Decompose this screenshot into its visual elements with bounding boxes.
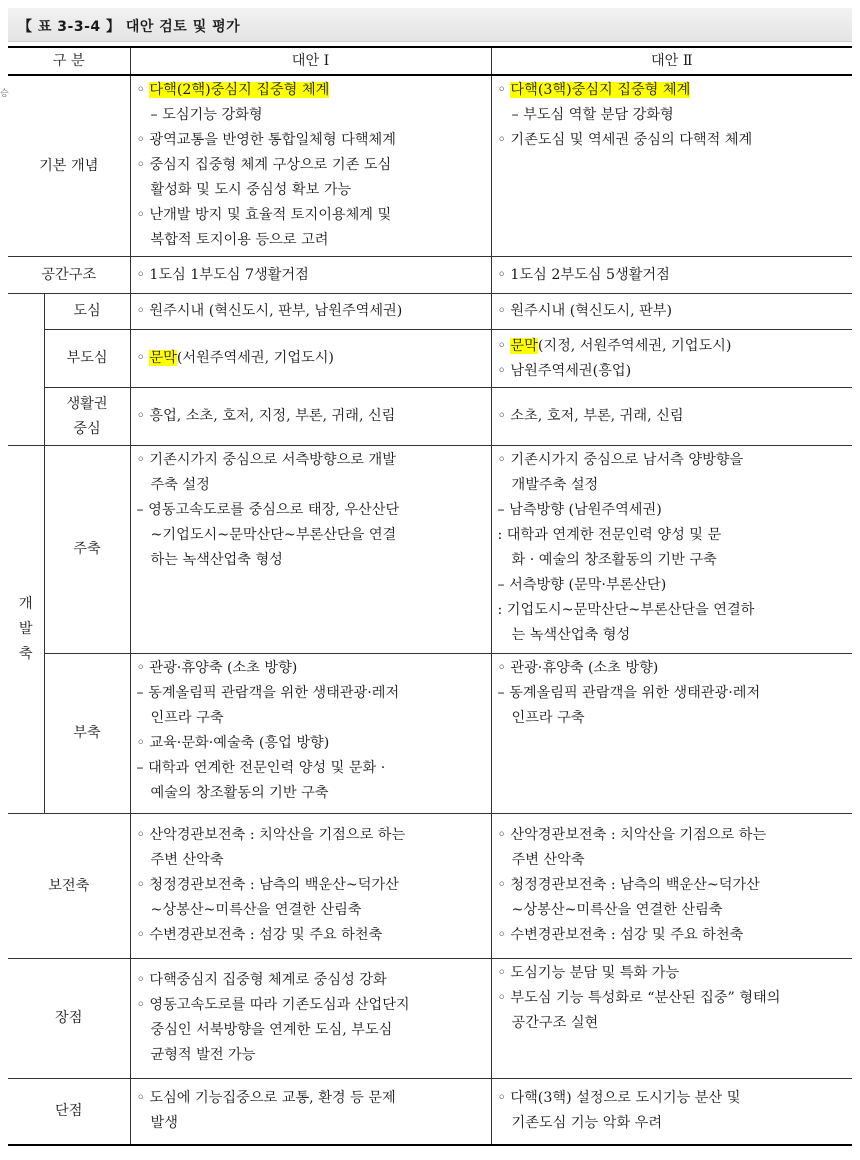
- cell-living-alt2: ◦ 소초, 호저, 부론, 귀래, 신림: [491, 388, 852, 446]
- row-conservation: [8, 814, 852, 959]
- row-label-dev-axis: 개 발 축: [8, 446, 44, 814]
- row-label-space: 공간구조: [8, 257, 130, 294]
- row-living-center: [8, 388, 852, 446]
- cell-subcenter-alt1: ◦ 문막(서원주역세권, 기업도시): [130, 330, 491, 388]
- cell-main-alt1: ◦ 기존시가지 중심으로 서측방향으로 개발 주축 설정 – 영동고속도로를 중심으로 태장, 우산산단 ~기업도시~문막산단~부론산단을 연결 하는 녹색산업축 형성: [130, 446, 491, 654]
- evaluation-table: [8, 46, 852, 1146]
- header-alt1: 대안 Ⅰ: [130, 47, 491, 75]
- row-basic-concept: [8, 75, 852, 257]
- cell-pros-alt1: ◦ 다핵중심지 집중형 체계로 중심성 강화 ◦ 영동고속도로를 따라 기존도심과 산업단지 중심인 서북방향을 연계한 도심, 부도심 균형적 발전 가능: [130, 959, 491, 1079]
- header-alt2: 대안 Ⅱ: [491, 47, 852, 75]
- cell-cons-alt1: ◦ 도심에 기능집중으로 교통, 환경 등 문제 발생: [130, 1079, 491, 1145]
- highlight-text: 다핵(2핵)중심지 집중형 체계: [149, 82, 330, 98]
- spacer-cell: [8, 294, 44, 446]
- cell-space-alt1: ◦ 1도심 1부도심 7생활거점: [130, 257, 491, 294]
- row-label-secondary-axis: 부축: [44, 654, 130, 814]
- cell-basic-alt2: ◦ 다핵(3핵)중심지 집중형 체계 – 부도심 역할 분담 강화형 ◦ 기존도심 및 역세권 중심의 다핵적 체계: [491, 75, 852, 257]
- row-subcenter: [8, 330, 852, 388]
- cell-space-alt2: ◦ 1도심 2부도심 5생활거점: [491, 257, 852, 294]
- cell-cons-alt2: ◦ 다핵(3핵) 설정으로 도시기능 분산 및 기존도심 기능 악화 우려: [491, 1079, 852, 1145]
- row-label-conserve: 보전축: [8, 814, 130, 959]
- cell-subcenter-alt2: ◦ 문막(지정, 서원주역세권, 기업도시) ◦ 남원주역세권(흥업): [491, 330, 852, 388]
- row-dev-main: [8, 446, 852, 654]
- cell-downtown-alt1: ◦ 원주시내 (혁신도시, 판부, 남원주역세권): [130, 294, 491, 330]
- cell-secondary-alt2: ◦ 관광·휴양축 (소초 방향) – 동계올림픽 관람객을 위한 생태관광·레저 인프라 구축: [491, 654, 852, 814]
- header-category: 구 분: [8, 47, 130, 75]
- cell-living-alt1: ◦ 흥업, 소초, 호저, 지정, 부론, 귀래, 신림: [130, 388, 491, 446]
- highlight-text: 다핵(3핵)중심지 집중형 체계: [510, 82, 691, 98]
- row-label-living: 생활권 중심: [44, 388, 130, 446]
- table-caption-bar: [8, 8, 852, 42]
- row-pros: [8, 959, 852, 1079]
- cell-basic-alt1: ◦ 다핵(2핵)중심지 집중형 체계 – 도심기능 강화형 ◦ 광역교통을 반영한 통합일체형 다핵체계 ◦ 중심지 집중형 체계 구상으로 기존 도심 활성화 및 도시 중심성 확보 가능 ◦ 난개발 방지 및 효율적 토지이용체계 및 복합적 토지이용 등으로 고려: [130, 75, 491, 257]
- cell-pros-alt2: ◦ 도심기능 분담 및 특화 가능 ◦ 부도심 기능 특성화로 “분산된 집중” 형태의 공간구조 실현: [491, 959, 852, 1079]
- cell-conserve-alt1: ◦ 산악경관보전축 : 치악산을 기점으로 하는 주변 산악축 ◦ 청정경관보전축 : 남측의 백운산~덕가산 ~상봉산~미륵산을 연결한 산림축 ◦ 수변경관보전축 : 섬강 및 주요 하천축: [130, 814, 491, 959]
- highlight-text: 문막: [510, 337, 538, 354]
- cell-downtown-alt2: ◦ 원주시내 (혁신도시, 판부): [491, 294, 852, 330]
- row-label-main-axis: 주축: [44, 446, 130, 654]
- row-cons: [8, 1079, 852, 1145]
- cell-main-alt2: ◦ 기존시가지 중심으로 남서측 양방향을 개발주축 설정 – 남측방향 (남원주역세권) : 대학과 연계한 전문인력 양성 및 문 화 · 예술의 창조활동의 기반 구축 – 서측방향 (문막·부론산단) : 기업도시~문막산단~부론산단을 연결하 는 녹색산업축 형성: [491, 446, 852, 654]
- row-label-basic: 기본 개념: [8, 75, 130, 257]
- margin-mark: 승: [0, 89, 9, 99]
- highlight-text: 문막: [149, 350, 177, 366]
- row-label-pros: 장점: [8, 959, 130, 1079]
- header-row: [8, 47, 852, 75]
- row-label-subcenter: 부도심: [44, 330, 130, 388]
- row-downtown: [8, 294, 852, 330]
- row-label-cons: 단점: [8, 1079, 130, 1145]
- row-dev-secondary: [8, 654, 852, 814]
- cell-secondary-alt1: ◦ 관광·휴양축 (소초 방향) – 동계올림픽 관람객을 위한 생태관광·레저 인프라 구축 ◦ 교육·문화·예술축 (흥업 방향) – 대학과 연계한 전문인력 양성 및 문화 · 예술의 창조활동의 기반 구축: [130, 654, 491, 814]
- row-label-downtown: 도심: [44, 294, 130, 330]
- cell-conserve-alt2: ◦ 산악경관보전축 : 치악산을 기점으로 하는 주변 산악축 ◦ 청정경관보전축 : 남측의 백운산~덕가산 ~상봉산~미륵산을 연결한 산림축 ◦ 수변경관보전축 : 섬강 및 주요 하천축: [491, 814, 852, 959]
- row-spatial-structure: [8, 257, 852, 294]
- table-caption: 【 표 3-3-4 】 대안 검토 및 평가: [18, 19, 241, 35]
